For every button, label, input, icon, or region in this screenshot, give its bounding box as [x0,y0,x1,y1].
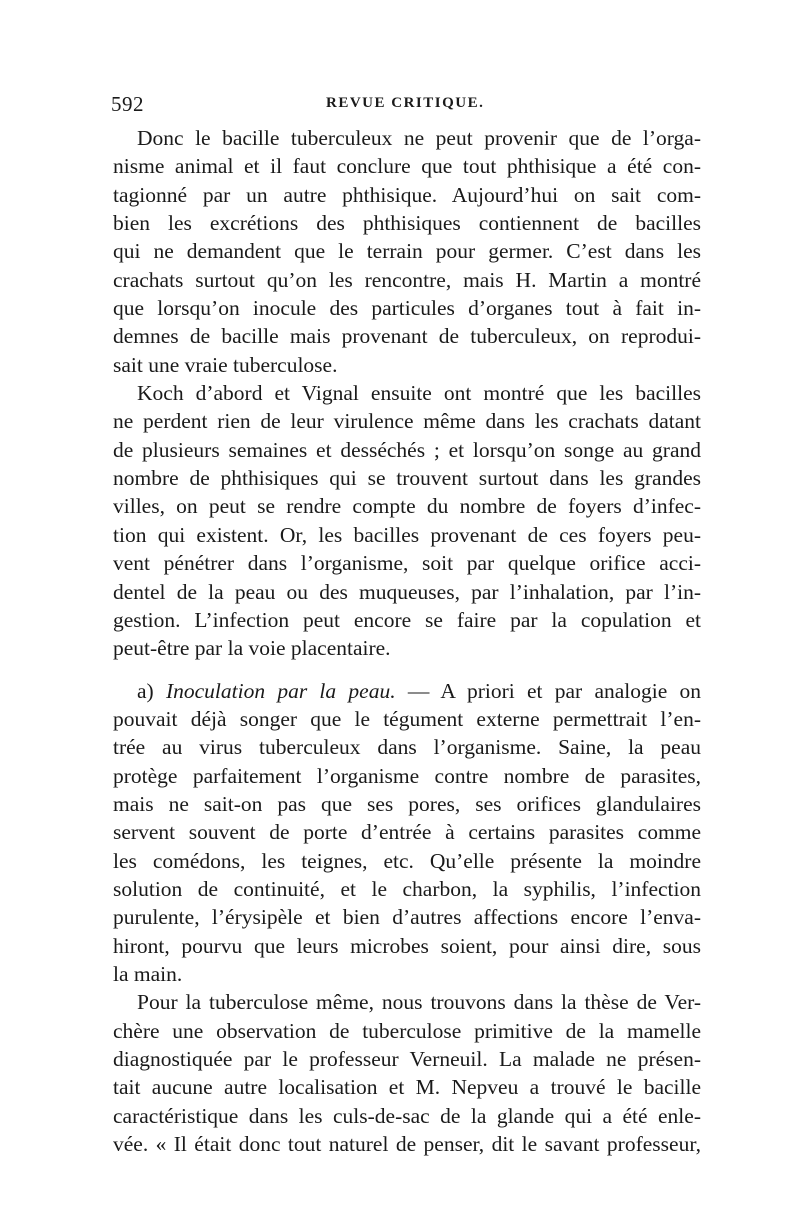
text-line: vent pénétrer dans l’organisme, soit par quelque orifice acci- [113,551,701,576]
paragraph-1 [113,124,701,379]
text-line: demnes de bacille mais provenant de tuberculeux, on reprodui- [113,324,701,349]
text-line: bien les excrétions des phthisiques contiennent de bacilles [113,211,701,236]
running-title: REVUE CRITIQUE. [326,95,485,111]
text-line: tagionné par un autre phthisique. Aujourd’hui on sait com- [113,182,701,207]
section-gap [113,663,701,677]
text-line: sait une vraie tuberculose. [113,352,338,377]
running-head [111,92,701,120]
section-marker: a) [137,678,154,703]
text-line: tait aucune autre localisation et M. Nepveu a trouvé le bacille [113,1075,701,1100]
page-number: 592 [111,92,144,116]
text-line: nisme animal et il faut conclure que tout phthisique a été con- [113,154,701,179]
text-line: solution de continuité, et le charbon, la syphilis, l’infection [113,876,701,901]
paragraph-4 [113,988,701,1158]
text-line: la main. [113,961,183,986]
text-line: les comédons, les teignes, etc. Qu’elle présente la moindre [113,848,701,873]
text-line: purulente, l’érysipèle et bien d’autres affections encore l’enva- [113,905,701,930]
text-line: que lorsqu’on inocule des particules d’organes tout à fait in- [113,296,701,321]
text-line: peut-être par la voie placentaire. [113,636,391,661]
text-line: crachats surtout qu’on les rencontre, mais H. Martin a montré [113,267,701,292]
section-title: Inoculation par la peau. [165,678,396,703]
section-first-line-text: — A priori et par analogie on [407,678,702,703]
text-line: vée. « Il était donc tout naturel de penser, dit le savant professeur, [113,1132,701,1157]
text-line: gestion. L’infection peut encore se faire par la copulation et [113,607,701,632]
body-text [113,124,701,1158]
text-line: dentel de la peau ou des muqueuses, par l’inhalation, par l’in- [113,579,701,604]
text-line: Donc le bacille tuberculeux ne peut provenir que de l’orga- [137,126,701,150]
text-line: chère une observation de tuberculose primitive de la mamelle [113,1018,701,1043]
text-line: nombre de phthisiques qui se trouvent surtout dans les grandes [113,466,701,491]
text-line: protège parfaitement l’organisme contre nombre de parasites, [113,763,701,788]
text-line: mais ne sait-on pas que ses pores, ses orifices glandulaires [113,791,701,816]
text-line: villes, on peut se rendre compte du nombre de foyers d’infec- [113,494,701,519]
text-line: servent souvent de porte d’entrée à certains parasites comme [113,820,701,845]
text-line: hiront, pourvu que leurs microbes soient, pour ainsi dire, sous [113,933,701,958]
text-line: pouvait déjà songer que le tégument externe permettrait l’en- [113,706,701,731]
paragraph-2 [113,379,701,662]
text-line: trée au virus tuberculeux dans l’organisme. Saine, la peau [113,735,701,760]
paragraph-3-section-a [113,677,701,989]
section-heading-line [113,677,701,705]
text-line: Koch d’abord et Vignal ensuite ont montré que les bacilles [137,381,701,406]
text-line: tion qui existent. Or, les bacilles provenant de ces foyers peu- [113,522,701,547]
text-line: ne perdent rien de leur virulence même dans les crachats datant [113,409,701,434]
text-line: diagnostiquée par le professeur Verneuil. La malade ne présen- [113,1047,701,1071]
text-line: qui ne demandent que le terrain pour germer. C’est dans les [113,239,701,264]
text-line: caractéristique dans les culs-de-sac de la glande qui a été enle- [113,1103,701,1128]
text-line: de plusieurs semaines et desséchés ; et lorsqu’on songe au grand [113,437,701,462]
text-line: Pour la tuberculose même, nous trouvons dans la thèse de Ver- [137,990,701,1015]
